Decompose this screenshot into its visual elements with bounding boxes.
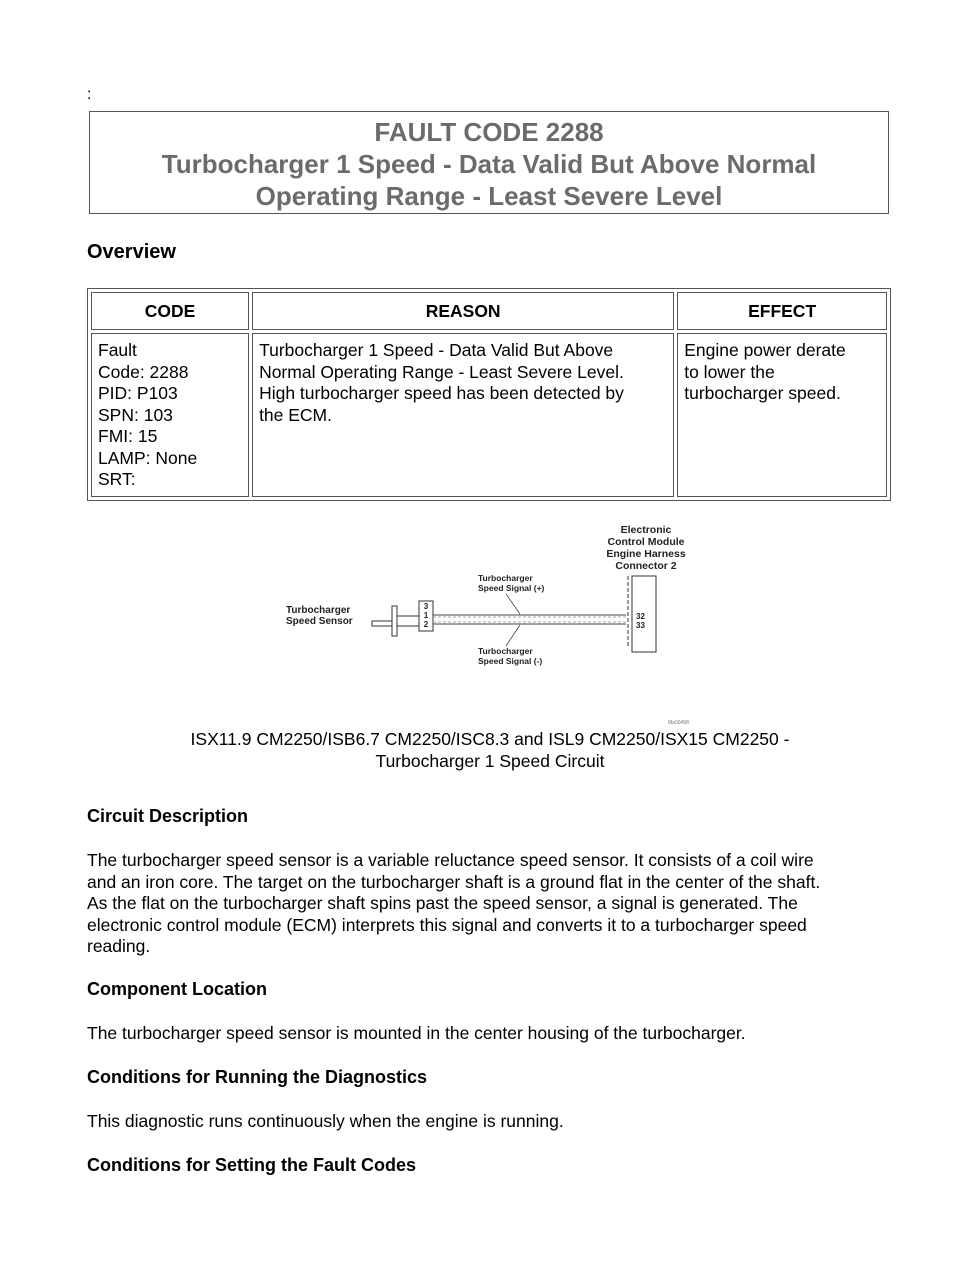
circuit-diagram xyxy=(280,518,710,728)
sensor-label: Turbocharger xyxy=(286,605,351,616)
fault-title-line-2: Turbocharger 1 Speed - Data Valid But Above Normal xyxy=(161,149,817,179)
paragraph-line: and an iron core. The target on the turbocharger shaft is a ground flat in the center of the shaft. xyxy=(87,871,821,892)
signal-plus-label: Speed Signal (+) xyxy=(478,583,545,593)
code-line: SPN: 103 xyxy=(98,404,173,425)
code-line: Fault xyxy=(98,340,137,360)
header-reason: REASON xyxy=(252,292,674,330)
sensor-body xyxy=(397,616,419,626)
code-cell xyxy=(91,333,249,497)
ecm-label-line: Engine Harness xyxy=(606,548,686,560)
code-line: PID: P103 xyxy=(98,383,178,403)
effect-line: to lower the xyxy=(684,361,775,382)
table-header-row xyxy=(91,292,887,330)
signal-minus-label: Speed Signal (-) xyxy=(478,656,543,666)
paragraph-line: electronic control module (ECM) interprets this signal and converts it to a turbocharger speed xyxy=(87,914,807,935)
fault-code-table xyxy=(87,288,891,501)
figure-id: t8a00498 xyxy=(668,720,689,726)
table-row xyxy=(91,333,887,497)
page-colon: : xyxy=(87,86,92,103)
reason-line: Turbocharger 1 Speed - Data Valid But Above xyxy=(259,340,614,360)
reason-line: the ECM. xyxy=(259,404,333,425)
component-location-text: The turbocharger speed sensor is mounted in the center housing of the turbocharger. xyxy=(87,1023,746,1043)
code-line: Code: 2288 xyxy=(98,361,189,382)
caption-line-2: Turbocharger 1 Speed Circuit xyxy=(375,751,605,771)
circuit-description-text xyxy=(87,850,902,958)
code-line: SRT: xyxy=(98,469,136,489)
fault-title-box xyxy=(89,111,889,214)
circuit-description-heading: Circuit Description xyxy=(87,806,249,826)
sensor-pin-label: 2 xyxy=(423,620,429,629)
header-code: CODE xyxy=(91,292,249,330)
effect-line: Engine power derate xyxy=(684,340,846,360)
signal-plus-label: Turbocharger xyxy=(478,573,533,583)
sensor-flange xyxy=(392,606,397,636)
code-line: FMI: 15 xyxy=(98,426,158,446)
sensor-tip xyxy=(372,621,392,626)
code-line: LAMP: None xyxy=(98,447,198,468)
component-location-heading: Component Location xyxy=(87,979,267,999)
signal-minus-label: Turbocharger xyxy=(478,646,533,656)
fault-title-line-3: Operating Range - Least Severe Level xyxy=(255,181,723,211)
running-conditions-text: This diagnostic runs continuously when the engine is running. xyxy=(87,1111,564,1131)
running-conditions-heading: Conditions for Running the Diagnostics xyxy=(87,1067,427,1087)
header-effect: EFFECT xyxy=(677,292,887,330)
reason-line: Normal Operating Range - Least Severe Level. xyxy=(259,361,624,382)
setting-conditions-heading: Conditions for Setting the Fault Codes xyxy=(87,1155,416,1175)
leader-line-minus xyxy=(506,625,520,646)
paragraph-line: reading. xyxy=(87,936,151,956)
reason-cell xyxy=(252,333,674,497)
diagram-caption xyxy=(87,728,893,772)
fault-code-title: FAULT CODE 2288 xyxy=(374,117,604,147)
sensor-pin-label: 1 xyxy=(423,611,429,620)
sensor-pin-label: 3 xyxy=(423,602,429,611)
ecm-label-line: Electronic xyxy=(620,524,672,536)
overview-heading: Overview xyxy=(87,241,176,263)
caption-line-1: ISX11.9 CM2250/ISB6.7 CM2250/ISC8.3 and ISL9 CM2250/ISX15 CM2250 - xyxy=(190,729,790,749)
effect-cell xyxy=(677,333,887,497)
effect-line: turbocharger speed. xyxy=(684,383,841,403)
leader-line-plus xyxy=(506,594,520,614)
ecm-pin-label: 32 xyxy=(636,612,645,621)
paragraph-line: The turbocharger speed sensor is a variable reluctance speed sensor. It consists of a coil wire xyxy=(87,850,814,870)
ecm-label-line: Connector 2 xyxy=(615,560,677,572)
paragraph-line: As the flat on the turbocharger shaft spins past the speed sensor, a signal is generated. The xyxy=(87,893,798,913)
sensor-label: Speed Sensor xyxy=(286,616,353,627)
reason-line: High turbocharger speed has been detected by xyxy=(259,383,624,403)
ecm-label-line: Control Module xyxy=(607,536,685,548)
ecm-pin-label: 33 xyxy=(636,621,645,630)
